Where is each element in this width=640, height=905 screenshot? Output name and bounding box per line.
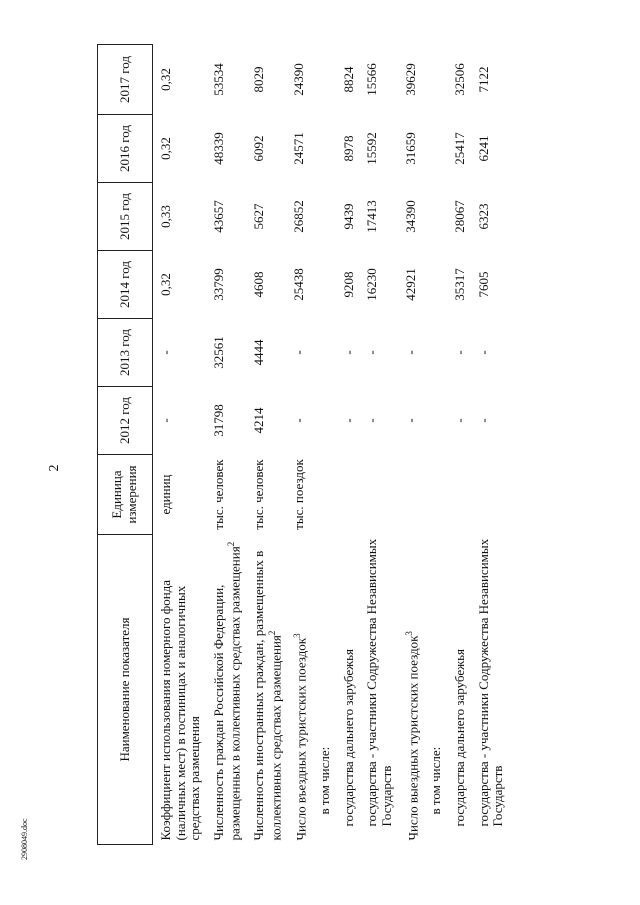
footer-filename: 2908049.doc xyxy=(20,818,29,860)
row-value xyxy=(423,183,447,251)
statistics-table xyxy=(97,44,509,845)
table-row xyxy=(286,45,312,845)
header-unit: Единица измерения xyxy=(98,455,153,535)
row-value xyxy=(312,45,336,115)
row-value: 4608 xyxy=(251,271,267,298)
footnote-marker: 2 xyxy=(266,630,277,636)
row-unit xyxy=(471,455,509,535)
row-value: 31659 xyxy=(402,132,418,165)
row-value: 43657 xyxy=(210,200,226,233)
row-value: 35317 xyxy=(451,268,467,301)
row-value: - xyxy=(364,418,380,423)
row-value: 8824 xyxy=(340,66,356,93)
row-value: 28067 xyxy=(451,200,467,233)
row-name xyxy=(447,535,471,845)
row-value: 7605 xyxy=(475,271,491,298)
row-value: 8029 xyxy=(251,66,267,93)
row-unit xyxy=(447,455,471,535)
row-name xyxy=(246,535,286,845)
footnote-marker: 3 xyxy=(292,633,303,638)
row-name-text: Численность иностранных граждан, размещенных в коллективных средствах размещения xyxy=(251,550,283,841)
row-value: 48339 xyxy=(210,132,226,165)
row-value xyxy=(312,115,336,183)
row-value: - xyxy=(402,418,418,423)
row-name-text: Число въездных туристских поездок xyxy=(293,637,309,841)
row-value: 34390 xyxy=(402,200,418,233)
row-value: - xyxy=(402,350,418,355)
table-row xyxy=(398,45,424,845)
table-body xyxy=(153,45,509,845)
row-value: 24571 xyxy=(291,132,307,165)
row-value xyxy=(423,115,447,183)
row-name-text: государства дальнего зарубежья xyxy=(340,649,356,827)
header-year: 2013 год xyxy=(98,319,153,387)
row-value: - xyxy=(158,418,173,423)
row-value: - xyxy=(451,418,467,423)
row-unit xyxy=(359,455,397,535)
row-unit xyxy=(312,455,336,535)
row-value: 6092 xyxy=(251,135,267,162)
row-value: 15592 xyxy=(364,132,380,165)
row-value: 31798 xyxy=(210,404,226,437)
row-value xyxy=(423,387,447,455)
row-value: 26852 xyxy=(291,200,307,233)
footnote-marker: 2 xyxy=(226,541,237,547)
row-value xyxy=(312,319,336,387)
header-name: Наименование показателя xyxy=(98,535,153,845)
row-value xyxy=(423,319,447,387)
row-value: 53534 xyxy=(210,63,226,96)
row-name xyxy=(286,535,312,845)
table-row xyxy=(447,45,471,845)
row-name-text: государства - участники Содружества Независимых Государств xyxy=(364,538,394,827)
row-name xyxy=(359,535,397,845)
table-row xyxy=(359,45,397,845)
row-value: 25438 xyxy=(291,268,307,301)
row-value: 16230 xyxy=(364,268,380,301)
row-unit: тыс. человек xyxy=(251,459,267,530)
row-value: 4444 xyxy=(251,339,267,366)
row-value: - xyxy=(475,350,491,355)
header-year: 2015 год xyxy=(98,183,153,251)
rotated-table-container xyxy=(97,45,607,845)
row-value: 0,33 xyxy=(158,205,173,228)
table-row xyxy=(471,45,509,845)
row-value xyxy=(312,251,336,319)
row-name xyxy=(336,535,360,845)
row-name xyxy=(206,535,246,845)
header-year: 2012 год xyxy=(98,387,153,455)
row-value: - xyxy=(364,350,380,355)
row-name-text: Численность граждан Российской Федерации, размещенных в коллективных средствах размещения xyxy=(210,546,243,841)
row-value: 42921 xyxy=(402,268,418,301)
row-value: - xyxy=(475,418,491,423)
row-value: 9439 xyxy=(340,203,356,230)
row-value: 5627 xyxy=(251,203,267,230)
row-value: 0,32 xyxy=(158,137,173,160)
row-name-text: государства дальнего зарубежья xyxy=(451,649,467,827)
header-year: 2016 год xyxy=(98,115,153,183)
row-value: 8978 xyxy=(340,135,356,162)
row-value: - xyxy=(340,350,356,355)
table-header-row xyxy=(98,45,153,845)
row-name-text: государства - участники Содружества Независимых Государств xyxy=(475,538,506,827)
row-name-text: Число выездных туристских поездок xyxy=(404,635,420,841)
row-name xyxy=(153,535,206,845)
row-value: 7122 xyxy=(475,66,491,93)
row-value: 33799 xyxy=(210,268,226,301)
row-unit: тыс. человек xyxy=(210,459,226,530)
row-name-text: в том числе: xyxy=(317,746,333,815)
row-value: 17413 xyxy=(364,200,380,233)
row-name xyxy=(312,535,336,845)
row-unit xyxy=(398,455,424,535)
row-value: 6241 xyxy=(475,135,491,162)
table-row xyxy=(246,45,286,845)
table-row xyxy=(206,45,246,845)
row-value xyxy=(423,251,447,319)
row-name-text: в том числе: xyxy=(428,746,444,815)
row-name xyxy=(398,535,424,845)
row-value: 25417 xyxy=(451,132,467,165)
row-value xyxy=(423,45,447,115)
row-value: 0,32 xyxy=(158,273,173,296)
row-unit xyxy=(336,455,360,535)
table-row xyxy=(153,45,206,845)
table-row xyxy=(336,45,360,845)
row-value: - xyxy=(291,350,307,355)
row-value: 32506 xyxy=(451,63,467,96)
row-value xyxy=(312,387,336,455)
row-value: - xyxy=(291,418,307,423)
row-value: 15566 xyxy=(364,63,380,96)
row-value: 24390 xyxy=(291,63,307,96)
table-row xyxy=(423,45,447,845)
row-value: 39629 xyxy=(402,63,418,96)
row-value: - xyxy=(340,418,356,423)
row-value: 9208 xyxy=(340,271,356,298)
row-unit: тыс. поездок xyxy=(291,459,307,530)
header-year: 2014 год xyxy=(98,251,153,319)
row-value: - xyxy=(451,350,467,355)
row-name-text: Коэффициент использования номерного фонда (наличных мест) в гостиницах и аналогичных средствах размещения xyxy=(158,579,203,841)
row-value: 0,32 xyxy=(158,68,173,91)
page-number: 2 xyxy=(47,464,62,472)
row-value: 4214 xyxy=(251,407,267,434)
row-name xyxy=(471,535,509,845)
row-value: 32561 xyxy=(210,336,226,369)
row-unit xyxy=(423,455,447,535)
row-name xyxy=(423,535,447,845)
row-unit: единиц xyxy=(158,474,173,515)
table-row xyxy=(312,45,336,845)
row-value: 6323 xyxy=(475,203,491,230)
footnote-marker: 3 xyxy=(403,631,414,636)
row-value: - xyxy=(158,350,173,355)
row-value xyxy=(312,183,336,251)
header-year: 2017 год xyxy=(98,45,153,115)
